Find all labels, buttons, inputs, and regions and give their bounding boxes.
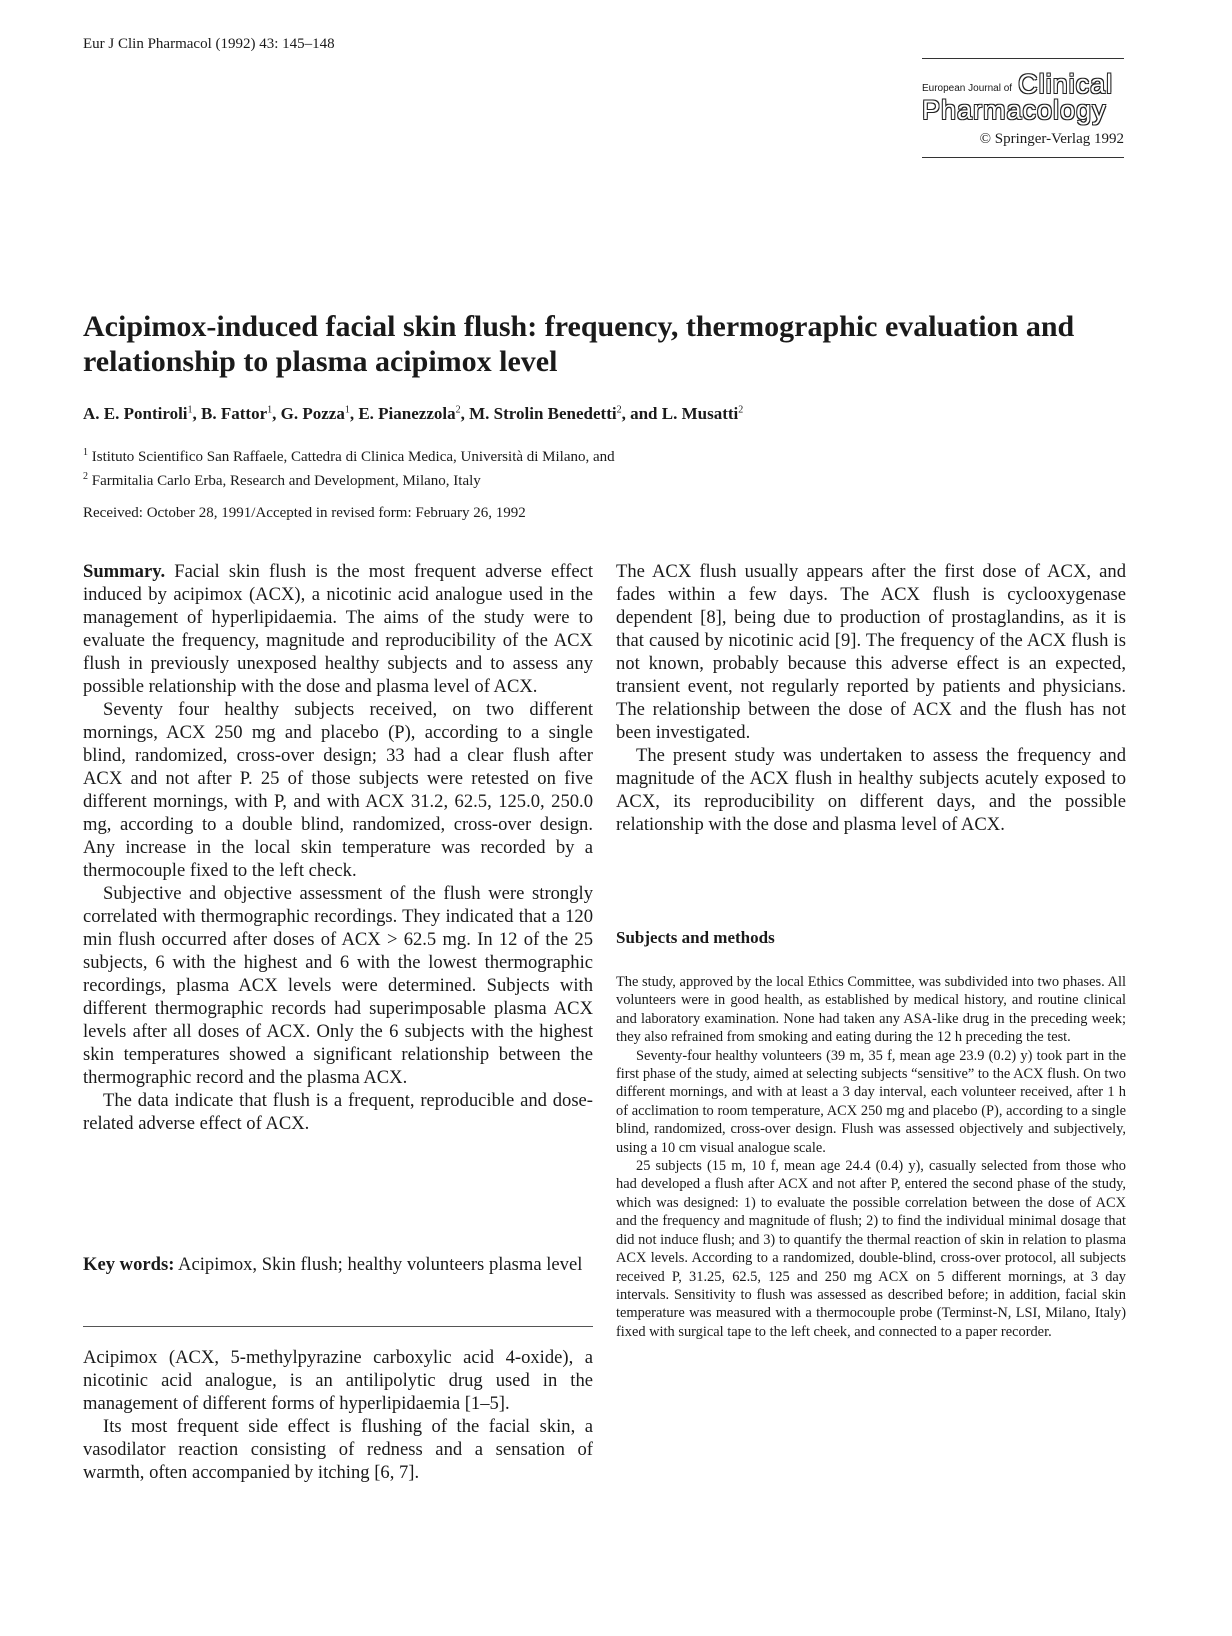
affiliation-number: 1 xyxy=(83,447,88,458)
author-name: A. E. Pontiroli xyxy=(83,404,188,423)
affiliation-item xyxy=(83,443,615,467)
author-affiliation-mark: 2 xyxy=(616,404,622,416)
author-name: L. Musatti xyxy=(661,404,739,423)
author-name: M. Strolin Benedetti xyxy=(469,404,617,423)
introduction-right xyxy=(616,560,1126,836)
journal-logo-word-clinical: Clinical xyxy=(1018,69,1114,99)
author-list: A. E. Pontiroli$^1$, B. Fattor$^1$, G. Pozza$^1$, E. Pianezzola$^2$, M. Strolin Benedetti$^2$, and L. Musatti$^2$ xyxy=(83,404,744,423)
summary-section xyxy=(83,560,593,1135)
author-affiliation-mark: 2 xyxy=(738,404,744,416)
intro-paragraph: The present study was undertaken to assess the frequency and magnitude of the ACX flush in healthy subjects acutely exposed to ACX, its reproducibility on different days, and the possible relationship with the dose and plasma level of ACX. xyxy=(616,745,1126,835)
section-divider xyxy=(83,1326,593,1327)
intro-paragraph: Its most frequent side effect is flushing of the facial skin, a vasodilator reaction consisting of redness and a sensation of warmth, often accompanied by itching [6, 7]. xyxy=(83,1416,593,1483)
summary-lead: Summary. xyxy=(83,561,166,582)
intro-paragraph: The ACX flush usually appears after the first dose of ACX, and fades within a few days. The ACX flush is cyclooxygenase dependent [8], being due to production of prostaglandins, as it is that caused by nicotinic acid [9]. The frequency of the ACX flush is not known, probably because this adverse effect is an expected, transient event, not regularly reported by patients and physicians. The relationship between the dose of ACX and the flush has not been investigated. xyxy=(616,561,1126,743)
article-title: Acipimox-induced facial skin flush: frequency, thermographic evaluation and relationship to plasma acipimox level xyxy=(83,310,1075,378)
journal-citation: Eur J Clin Pharmacol (1992) 43: 145–148 xyxy=(83,36,335,52)
summary-paragraph: Facial skin flush is the most frequent adverse effect induced by acipimox (ACX), a nicotinic acid analogue used in the management of hyperlipidaemia. The aims of the study were to evaluate the frequency, magnitude and reproducibility of the ACX flush in previously unexposed healthy subjects and to assess any possible relationship with the dose and plasma level of ACX. xyxy=(83,561,593,697)
journal-logo-word-pharmacology: Pharmacology xyxy=(922,95,1107,125)
author-affiliation-mark: 1 xyxy=(187,404,193,416)
affiliation-text: Istituto Scientifico San Raffaele, Cattedra di Clinica Medica, Università di Milano, and xyxy=(91,449,615,465)
journal-logo-prefix: European Journal of xyxy=(922,83,1013,94)
affiliation-text: Farmitalia Carlo Erba, Research and Development, Milano, Italy xyxy=(91,473,481,489)
author-join: , and xyxy=(621,404,662,423)
keywords-lead: Key words: xyxy=(83,1254,175,1275)
summary-paragraph: Subjective and objective assessment of the flush were strongly correlated with thermographic recordings. They indicated that a 120 min flush occurred after doses of ACX > 62.5 mg. In 12 of the 25 subjects, 6 with the highest and 6 with the lowest thermographic recordings, plasma ACX levels were determined. Subjects with different thermographic records had superimposable plasma ACX levels after all doses of ACX. Only the 6 subjects with the highest skin temperatures showed a significant relationship between the thermographic record and the plasma ACX. xyxy=(83,883,593,1088)
methods-paragraph: Seventy-four healthy volunteers (39 m, 35 f, mean age 23.9 (0.2) y) took part in the first phase of the study, aimed at selecting subjects “sensitive” to the ACX flush. On two different mornings, and with at least a 3 day interval, each volunteer received, after 1 h of acclimation to room temperature, ACX 250 mg and placebo (P), according to a single blind, randomized, cross-over design. Flush was assessed objectively and subjectively, using a 10 cm visual analogue scale. xyxy=(616,1047,1126,1156)
summary-paragraph: The data indicate that flush is a frequent, reproducible and dose-related adverse effect of ACX. xyxy=(83,1090,593,1134)
author-name: B. Fattor xyxy=(201,404,268,423)
methods-paragraph: 25 subjects (15 m, 10 f, mean age 24.4 (0.4) y), casually selected from those who had developed a flush after ACX and not after P, entered the second phase of the study, which was designed: 1) to evaluate the possible correlation between the dose of ACX and the frequency and magnitude of flush; 2) to find the individual minimal dosage that did not induce flush; and 3) to quantify the thermal reaction of skin in relation to plasma ACX levels. According to a randomized, double-blind, cross-over protocol, all subjects received P, 31.25, 62.5, 125 and 250 mg ACX on 5 different mornings, at 3 day intervals. Sensitivity to flush was assessed as described before; in addition, facial skin temperature was measured with a thermocouple probe (Terminst-N, LSI, Milano, Italy) fixed with surgical tape to the left cheek, and connected to a paper recorder. xyxy=(616,1158,1126,1340)
received-dates: Received: October 28, 1991/Accepted in revised form: February 26, 1992 xyxy=(83,505,526,521)
introduction-left xyxy=(83,1346,593,1484)
intro-paragraph: Acipimox (ACX, 5-methylpyrazine carboxylic acid 4-oxide), a nicotinic acid analogue, is an antilipolytic drug used in the management of different forms of hyperlipidaemia [1–5]. xyxy=(83,1347,593,1414)
affiliation-item xyxy=(83,467,615,491)
summary-paragraph: Seventy four healthy subjects received, on two different mornings, ACX 250 mg and placebo (P), according to a single blind, randomized, cross-over design; 33 had a clear flush after ACX and not after P. 25 of those subjects were retested on five different mornings, with P, and with ACX 31.2, 62.5, 125.0, 250.0 mg, according to a double blind, randomized, cross-over design. Any increase in the local skin temperature was recorded by a thermocouple fixed to the left check. xyxy=(83,699,593,881)
keywords-text: Acipimox, Skin flush; healthy volunteers plasma level xyxy=(178,1254,583,1275)
author-name: E. Pianezzola xyxy=(358,404,456,423)
journal-logo xyxy=(922,58,1124,158)
keywords xyxy=(83,1253,593,1276)
methods-section xyxy=(616,973,1126,1341)
methods-paragraph: The study, approved by the local Ethics Committee, was subdivided into two phases. All volunteers were in good health, as established by medical history, and routine clinical and laboratory examination. None had taken any ASA-like drug in the preceding week; they also refrained from smoking and eating during the 12 h preceding the test. xyxy=(616,974,1126,1046)
author-affiliation-mark: 1 xyxy=(344,404,350,416)
affiliations xyxy=(83,443,615,491)
author-affiliation-mark: 1 xyxy=(267,404,273,416)
author-name: G. Pozza xyxy=(280,404,345,423)
affiliation-number: 2 xyxy=(83,471,88,482)
author-affiliation-mark: 2 xyxy=(455,404,461,416)
copyright-notice: © Springer-Verlag 1992 xyxy=(922,131,1124,158)
section-heading: Subjects and methods xyxy=(616,928,775,947)
